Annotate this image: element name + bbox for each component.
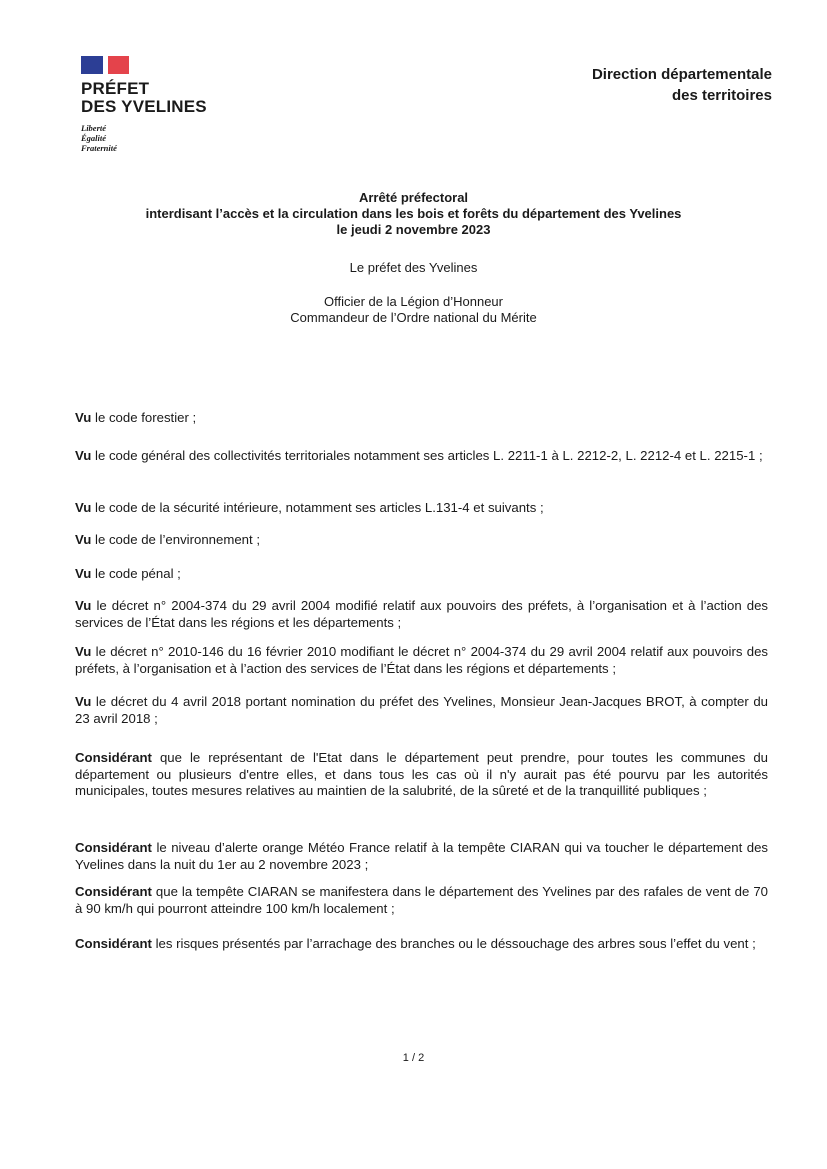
- prefect-honours: [0, 294, 827, 326]
- paragraph-text: le code forestier ;: [91, 410, 197, 425]
- title-line-3: le jeudi 2 novembre 2023: [336, 222, 491, 237]
- paragraph-lead: Vu: [75, 410, 92, 425]
- title-line-2: interdisant l’accès et la circulation dans les bois et forêts du département des Yvelines: [145, 206, 682, 221]
- paragraph-text: le niveau d’alerte orange Météo France relatif à la tempête CIARAN qui va toucher le département des Yvelines dans la nuit du 1er au 2 novembre 2023 ;: [75, 840, 768, 872]
- motto-liberte: Liberté: [81, 123, 107, 133]
- marianne-logo-flag: [81, 56, 129, 74]
- paragraph-text: les risques présentés par l’arrachage des branches ou le déssouchage des arbres sous l’effet du vent ;: [151, 936, 756, 951]
- paragraph-text: le décret du 4 avril 2018 portant nomination du préfet des Yvelines, Monsieur Jean-Jacques BROT, à compter du 23 avril 2018 ;: [75, 694, 768, 726]
- paragraph-text: le code général des collectivités territoriales notamment ses articles L. 2211-1 à L. 2212-2, L. 2212-4 et L. 2215-1 ;: [91, 448, 763, 463]
- page-number: 1 / 2: [402, 1052, 425, 1064]
- paragraph: [75, 410, 768, 427]
- paragraph: [75, 936, 768, 953]
- logo-line-2: DES YVELINES: [81, 97, 207, 116]
- paragraph-text: le code pénal ;: [91, 566, 181, 581]
- paragraph-lead: Considérant: [75, 840, 152, 855]
- paragraph-text: le code de l’environnement ;: [91, 532, 260, 547]
- motto-egalite: Égalité: [81, 133, 107, 143]
- prefect-label: Le préfet des Yvelines: [349, 260, 478, 275]
- paragraph-lead: Vu: [75, 598, 92, 613]
- paragraph-text: que le représentant de l'Etat dans le département peut prendre, pour toutes les communes du département ou plusieurs d'entre elles, et dans tous les cas où il n'y aurait pas été pourvu par les autorités municipales, toutes mesures relatives au maintien de la salubrité, de la sûreté et de la tranquillité publiques ;: [75, 750, 768, 798]
- paragraph: [75, 598, 768, 631]
- motto-fraternite: Fraternité: [81, 143, 117, 153]
- paragraph: [75, 840, 768, 873]
- paragraph-text: le décret n° 2004-374 du 29 avril 2004 modifié relatif aux pouvoirs des préfets, à l’organisation et à l’action des services de l’État dans les régions et les départements ;: [75, 598, 768, 630]
- title-line-1: Arrêté préfectoral: [358, 190, 469, 205]
- paragraph: [75, 750, 768, 800]
- prefecture-logo-text: [81, 80, 207, 116]
- paragraph-lead: Vu: [75, 448, 92, 463]
- paragraph: [75, 884, 768, 917]
- direction-header: [592, 64, 772, 106]
- paragraph-text: le code de la sécurité intérieure, notamment ses articles L.131-4 et suivants ;: [91, 500, 544, 515]
- honour-2: Commandeur de l’Ordre national du Mérite: [290, 310, 537, 325]
- paragraph: [75, 448, 768, 465]
- paragraph-text: que la tempête CIARAN se manifestera dans le département des Yvelines par des rafales de vent de 70 à 90 km/h qui pourront atteindre 100 km/h localement ;: [75, 884, 768, 916]
- paragraph: [75, 532, 768, 549]
- document-title: [0, 190, 827, 238]
- paragraph-lead: Considérant: [75, 750, 152, 765]
- direction-line-2: des territoires: [671, 87, 772, 104]
- paragraph: [75, 566, 768, 583]
- republic-motto: [81, 123, 117, 153]
- paragraph: [75, 694, 768, 727]
- paragraph-lead: Vu: [75, 500, 92, 515]
- direction-line-1: Direction départementale: [591, 66, 772, 83]
- paragraph: [75, 500, 768, 517]
- paragraph-text: le décret n° 2010-146 du 16 février 2010 modifiant le décret n° 2004-374 du 29 avril 2004 relatif aux pouvoirs des préfets, à l’organisation et à l’action des services de l’État dans les régions et départements ;: [75, 644, 768, 676]
- paragraph-lead: Vu: [75, 566, 92, 581]
- paragraph-lead: Vu: [75, 694, 92, 709]
- paragraph-lead: Considérant: [75, 936, 152, 951]
- paragraph: [75, 644, 768, 677]
- paragraph-lead: Vu: [75, 644, 92, 659]
- logo-line-1: PRÉFET: [81, 79, 150, 98]
- honour-1: Officier de la Légion d’Honneur: [324, 294, 503, 309]
- paragraph-lead: Considérant: [75, 884, 152, 899]
- paragraph-lead: Vu: [75, 532, 92, 547]
